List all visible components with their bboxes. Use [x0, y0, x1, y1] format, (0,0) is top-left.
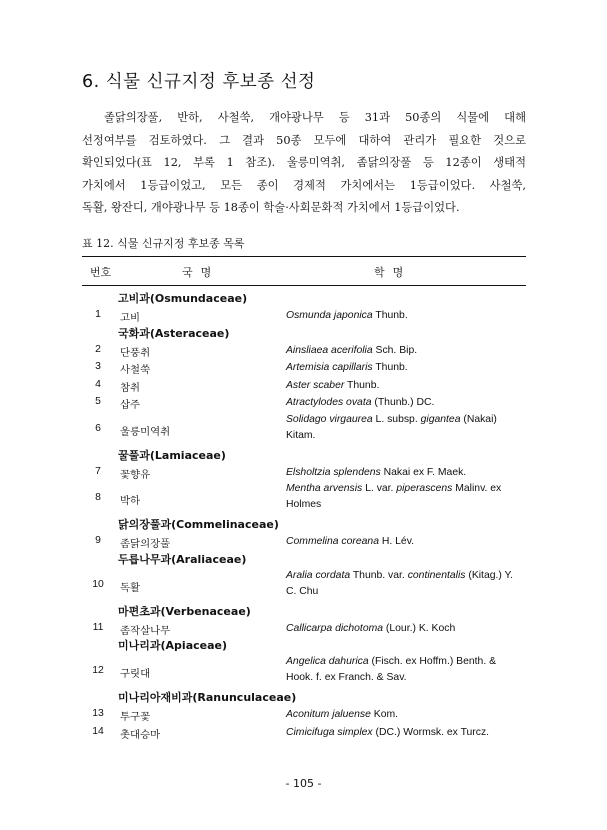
scientific-name — [286, 360, 524, 376]
table-top-rule — [82, 256, 526, 257]
family-label: 미나리아재비과(Ranunculaceae) — [118, 691, 297, 704]
scientific-authority: (Nakai) Kitam. — [286, 413, 497, 441]
family-label: 고비과(Osmundaceae) — [118, 292, 248, 305]
paragraph-line: 선정여부를 검토하였다. 그 결과 50종 모두에 대하여 관리가 필요한 것으로 — [82, 133, 526, 147]
scientific-authority: (Thunb.) DC. — [371, 397, 435, 408]
scientific-authority: (Kitag.) Y. C. Chu — [286, 569, 514, 597]
scientific-authority: L. var. — [362, 483, 397, 494]
scientific-authority: (Fisch. ex Hoffm.) Benth. & Hook. f. ex Franch. & Sav. — [286, 656, 497, 683]
header-scientific-name: 학명 — [374, 266, 412, 279]
scientific-name — [286, 465, 524, 481]
korean-name: 고비 — [120, 313, 141, 325]
scientific-name — [286, 568, 524, 600]
row-number: 2 — [95, 343, 101, 355]
scientific-authority: (DC.) Wormsk. ex Turcz. — [372, 726, 490, 738]
row-number: 12 — [92, 665, 104, 676]
scientific-binomial: Ainsliaea acerifolia — [286, 344, 373, 356]
korean-name: 투구꽃 — [120, 712, 151, 724]
scientific-binomial: Aconitum jaluense — [286, 709, 371, 720]
table-row — [82, 706, 526, 724]
table-header-rule — [82, 285, 526, 286]
page-number: - 105 - — [285, 777, 322, 790]
table-row — [82, 481, 526, 516]
korean-name: 독활 — [120, 582, 141, 594]
scientific-authority: Sch. Bip. — [372, 344, 418, 356]
row-number: 6 — [95, 422, 101, 434]
paragraph-line: 가치에서 1등급이었고, 모든 종이 경제적 가치에서는 1등급이었다. 사철쑥, — [82, 178, 526, 192]
scientific-binomial: Aralia cordata — [286, 569, 351, 581]
family-label: 꿀풀과(Lamiaceae) — [118, 448, 226, 462]
table-row — [82, 359, 526, 377]
row-number: 14 — [92, 725, 104, 737]
table-row — [82, 533, 526, 551]
table-row — [82, 654, 526, 689]
table-row — [82, 377, 526, 395]
scientific-name — [286, 621, 524, 637]
scientific-authority: Malinv. ex Holmes — [286, 483, 502, 510]
korean-name: 꽃향유 — [120, 469, 151, 481]
scientific-name — [286, 395, 524, 411]
table-row — [82, 620, 526, 638]
family-label: 두릅나무과(Araliaceae) — [118, 552, 247, 566]
scientific-binomial: Solidago virgaurea — [286, 413, 373, 425]
table-row — [82, 342, 526, 360]
scientific-binomial: Osmunda japonica — [286, 310, 373, 321]
korean-name: 박하 — [120, 496, 141, 507]
paragraph-line: 확인되었다(표 12, 부록 1 참조). 울릉미역취, 좀닭의장풀 등 12종이 생태적 — [82, 156, 526, 170]
scientific-binomial: Mentha arvensis — [286, 483, 363, 494]
family-label: 미나리과(Apiaceae) — [118, 639, 228, 652]
scientific-name — [286, 308, 524, 324]
korean-name: 삽주 — [120, 400, 141, 412]
paragraph-line: 졸닭의장풀, 반하, 사철쑥, 개야광나무 등 31과 50종의 식물에 대해 — [104, 111, 526, 124]
scientific-infraspecific: piperascens — [396, 483, 453, 494]
row-number: 5 — [95, 396, 101, 408]
table-caption: 표 12. 식물 신규지정 후보종 목록 — [82, 237, 245, 250]
scientific-binomial: Atractylodes ovata — [286, 397, 372, 408]
row-number: 7 — [95, 465, 101, 477]
scientific-authority: Nakai ex F. Maek. — [380, 466, 467, 478]
scientific-name — [286, 534, 524, 550]
korean-name: 좀작살나무 — [120, 625, 171, 637]
table-row — [82, 464, 526, 482]
scientific-binomial: Callicarpa dichotoma — [286, 622, 384, 634]
scientific-name — [286, 343, 524, 359]
scientific-authority: Thunb. — [372, 362, 408, 373]
row-number: 13 — [92, 708, 104, 720]
table-row — [82, 412, 526, 447]
body-paragraph — [82, 107, 526, 220]
scientific-name — [286, 378, 524, 394]
scientific-authority: H. Lév. — [378, 536, 415, 547]
korean-name: 울릉미역취 — [120, 426, 171, 438]
korean-name: 좀닭의장풀 — [120, 539, 171, 551]
scientific-binomial: Artemisia capillaris — [286, 362, 373, 373]
scientific-name — [286, 481, 524, 513]
table-row — [82, 568, 526, 603]
korean-name: 단풍취 — [120, 347, 151, 359]
table-row — [82, 724, 526, 742]
scientific-binomial: Elsholtzia splendens — [286, 466, 381, 478]
scientific-name — [286, 725, 524, 741]
row-number: 4 — [95, 378, 101, 390]
table-row — [82, 394, 526, 412]
header-korean-name: 국명 — [182, 266, 220, 279]
scientific-authority: Thunb. — [372, 310, 408, 321]
korean-name: 참취 — [120, 382, 141, 394]
family-label: 마편초과(Verbenaceae) — [118, 604, 251, 618]
scientific-authority: (Lour.) K. Koch — [383, 622, 456, 634]
scientific-infraspecific: continentalis — [407, 569, 466, 581]
row-number: 9 — [95, 535, 101, 547]
section-heading: 6. 식물 신규지정 후보종 선정 — [82, 72, 316, 92]
row-number: 10 — [92, 578, 104, 590]
row-number: 8 — [95, 492, 101, 503]
family-label: 국화과(Asteraceae) — [118, 326, 230, 340]
korean-name: 촛대승마 — [120, 729, 161, 741]
korean-name: 사철쑥 — [120, 365, 151, 377]
table-row — [82, 307, 526, 325]
korean-name: 구릿대 — [120, 669, 151, 680]
scientific-binomial: Commelina coreana — [286, 536, 379, 547]
scientific-binomial: Cimicifuga simplex — [286, 726, 373, 738]
row-number: 11 — [92, 621, 104, 633]
scientific-name — [286, 707, 524, 723]
scientific-binomial: Aster scaber — [286, 379, 345, 391]
scientific-authority: L. subsp. — [372, 413, 421, 425]
row-number: 1 — [95, 309, 101, 321]
scientific-infraspecific: gigantea — [420, 413, 461, 425]
scientific-authority: Kom. — [370, 709, 399, 720]
scientific-authority: Thunb. — [344, 379, 380, 391]
family-label: 닭의장풀과(Commelinaceae) — [118, 518, 279, 531]
scientific-name — [286, 654, 524, 686]
scientific-name — [286, 412, 524, 444]
scientific-authority: Thunb. var. — [350, 569, 408, 581]
row-number: 3 — [95, 361, 101, 373]
paragraph-line: 독활, 왕잔디, 개야광나무 등 18종이 학술·사회문화적 가치에서 1등급이었다. — [82, 201, 460, 215]
header-number: 번호 — [90, 266, 112, 279]
scientific-binomial: Angelica dahurica — [286, 656, 369, 667]
